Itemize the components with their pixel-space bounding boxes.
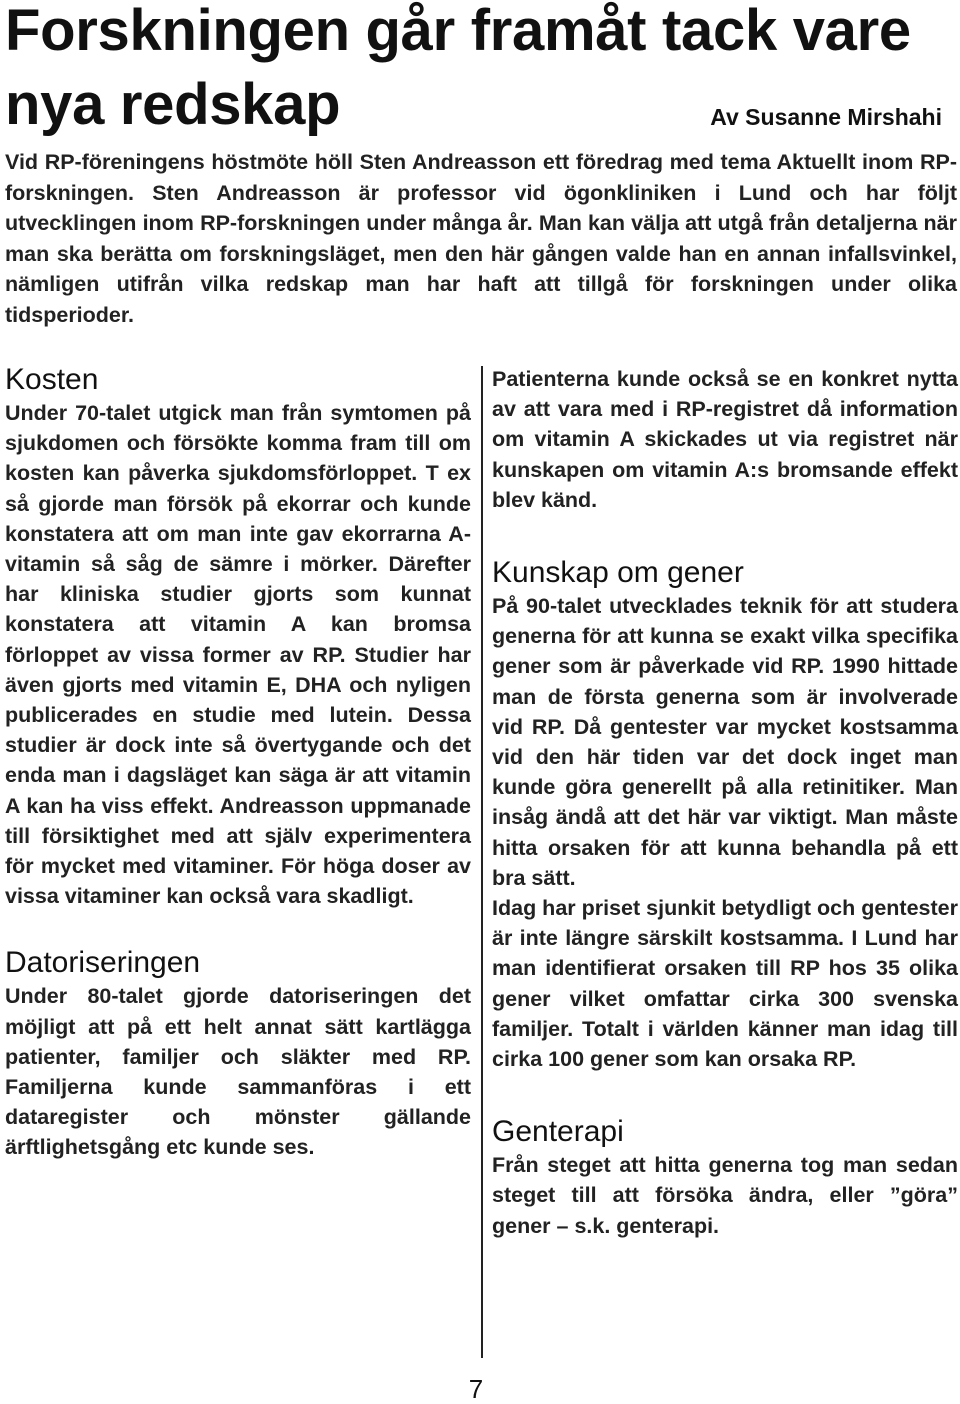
page-number: 7 — [468, 1374, 484, 1404]
section-body-kunskap-om-gener-1: På 90-talet utvecklades teknik för att studera generna för att kunna se exakt vilka specifika gener som är påverkade vid RP. 1990 hittade man de första generna som är involverade vid RP. Då gentester var mycket kostsamma vid den här tiden var det dock inget man kunde göra generellt på alla retinitiker. Man insåg ändå att det här var viktigt. Man måste hitta orsaken för att kunna behandla på ett bra sätt. — [492, 594, 958, 890]
section-body-genterapi: Från steget att hitta generna tog man sedan steget till att försöka ändra, eller ”göra” gener – s.k. genterapi. — [492, 1153, 958, 1238]
column-divider — [481, 366, 483, 1358]
right-column — [492, 364, 958, 1241]
article-intro: Vid RP-föreningens höstmöte höll Sten Andreasson ett föredrag med tema Aktuellt inom RP-forskningen. Sten Andreasson är professor vid ögonkliniken i Lund och har följt utvecklingen inom RP-forskningen under många år. Man kan välja att utgå från detaljerna när man ska berätta om forskningsläget, men den här gången valde han en annan infallsvinkel, nämligen utifrån vilka redskap man har haft att tillgå för forskningen under olika tidsperioder. — [5, 150, 957, 327]
section-body-datoriseringen: Under 80-talet gjorde datoriseringen det möjligt att på ett helt annat sätt kartlägga patienter, familjer och släkter med RP. Familjerna kunde sammanföras i ett dataregister och mönster gällande ärftlighetsgång etc kunde ses. — [5, 984, 471, 1160]
section-heading-genterapi: Genterapi — [492, 1115, 624, 1149]
section-body-kunskap-om-gener-2: Idag har priset sjunkit betydligt och gentester är inte längre särskilt kostsamma. I Lund har man identifierat orsaken till RP hos 35 olika gener vilket omfattar cirka 300 svenska familjer. Totalt i världen känner man idag till cirka 100 gener som kan orsaka RP. — [492, 896, 958, 1072]
left-column — [5, 362, 471, 1163]
right-column-lead-paragraph: Patienterna kunde också se en konkret nytta av att vara med i RP-registret då information om vitamin A skickades ut via registret när kunskapen om vitamin A:s bromsande effekt blev känd. — [492, 367, 958, 512]
article-title: Forskningen går framåt tack vare nya redskap — [5, 0, 911, 137]
section-heading-kunskap-om-gener: Kunskap om gener — [492, 556, 744, 590]
section-heading-datoriseringen: Datoriseringen — [5, 946, 201, 980]
section-body-kosten: Under 70-talet utgick man från symtomen på sjukdomen och försökte komma fram till om kosten kan påverka sjukdomsförloppet. T ex så gjorde man försök på ekorrar och kunde konstatera att om man inte gav ekorrarna A-vitamin så såg de sämre i mörker. Därefter har kliniska studier gjorts som kunnat konstatera att vitamin A kan bromsa förloppet av vissa former av RP. Studier har även gjorts med vitamin E, DHA och nyligen publicerades en studie med lutein. Dessa studier är dock inte så övertygande och det enda man i dagsläget kan säga är att vitamin A kan ha viss effekt. Andreasson uppmanade till försiktighet med att själv experimentera för mycket med vitaminer. För höga doser av vissa vitaminer kan också vara skadligt. — [5, 401, 471, 909]
article-byline: Av Susanne Mirshahi — [710, 104, 942, 130]
section-heading-kosten: Kosten — [5, 363, 99, 396]
